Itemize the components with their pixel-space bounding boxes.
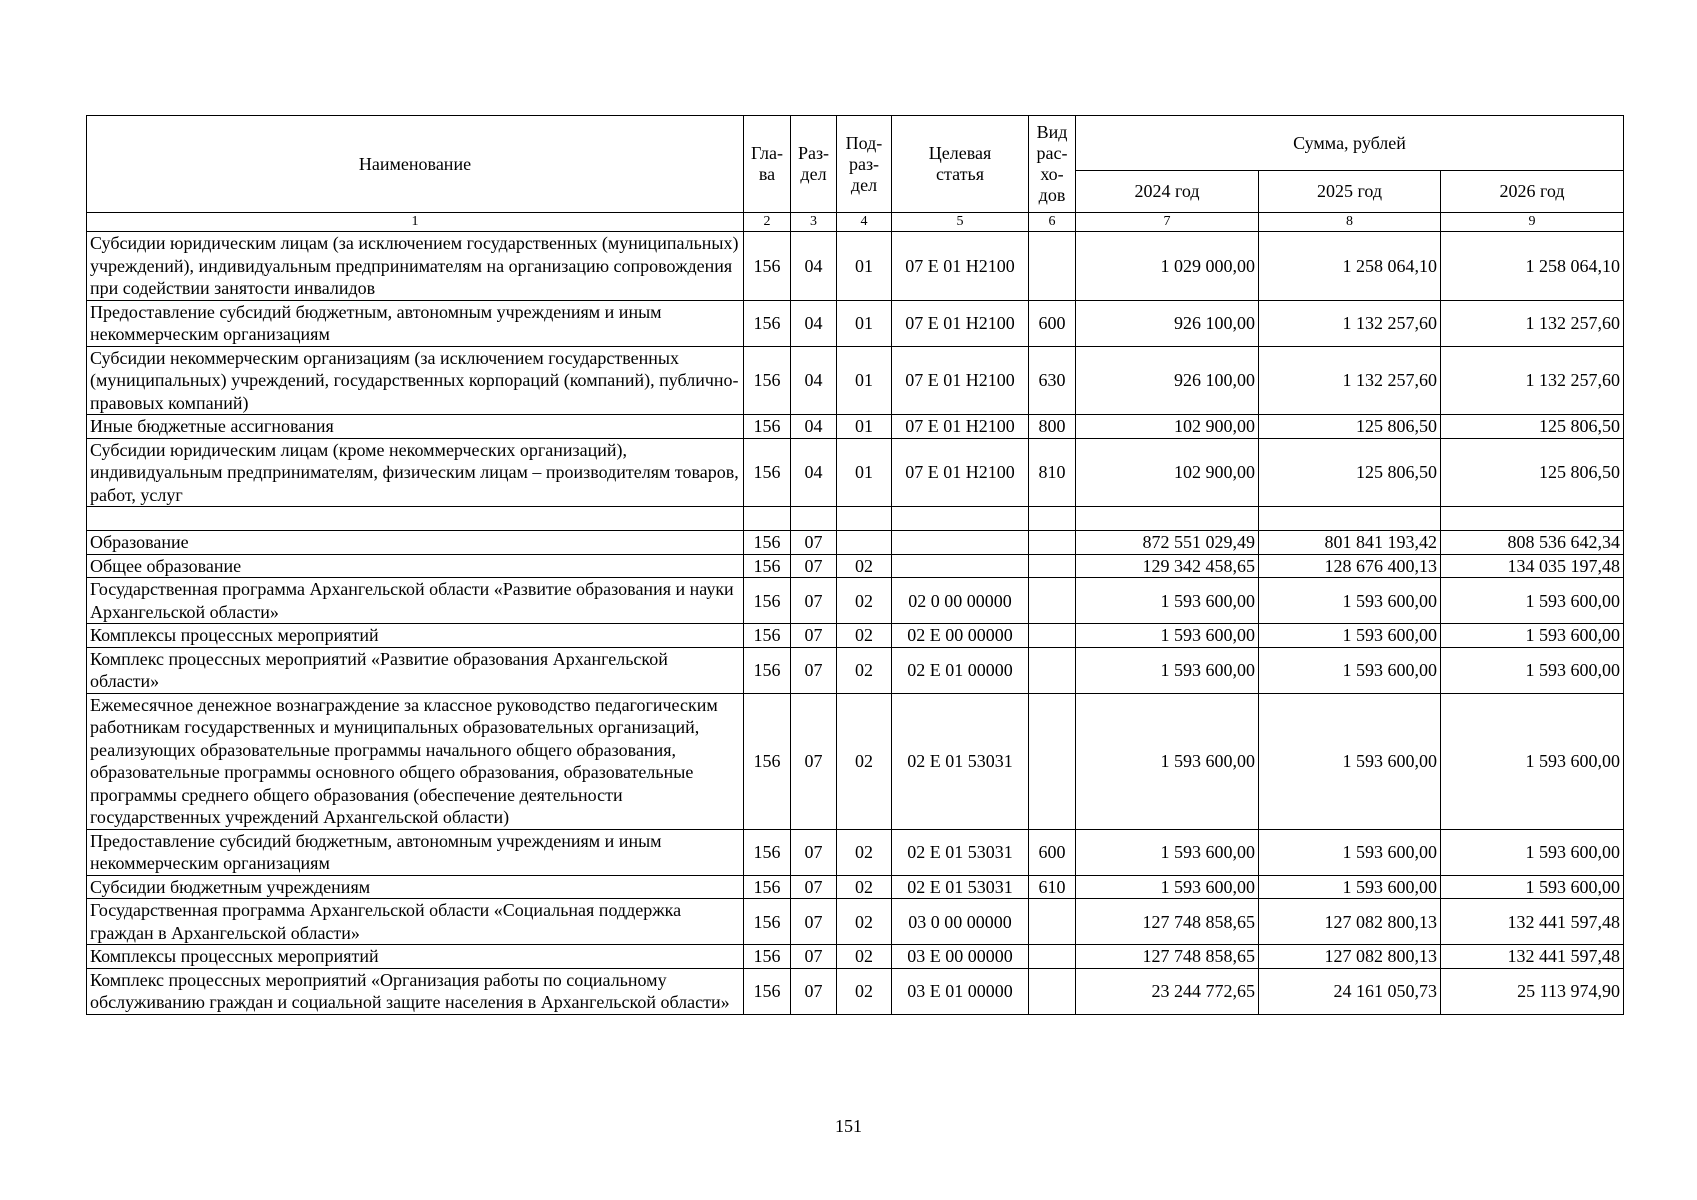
row-name: Субсидии некоммерческим организациям (за исключением государственных (муниципальных) учреждений, государственных корпораций (компаний), публично-правовых компаний) bbox=[87, 346, 744, 415]
row-name: Субсидии юридическим лицам (кроме некоммерческих организаций), индивидуальным предпринимателям, физическим лицам – производителям товаров, работ, услуг bbox=[87, 438, 744, 507]
row-podrazdel: 02 bbox=[837, 875, 892, 899]
col-header-name: Наименование bbox=[87, 116, 744, 213]
row-target-article: 07 Е 01 Н2100 bbox=[892, 300, 1029, 346]
row-target-article: 02 0 00 00000 bbox=[892, 578, 1029, 624]
row-amount-2025: 128 676 400,13 bbox=[1259, 554, 1441, 578]
row-amount-2026: 1 593 600,00 bbox=[1441, 624, 1624, 648]
col-header-2024: 2024 год bbox=[1076, 171, 1259, 213]
row-expense-type bbox=[1029, 531, 1076, 555]
column-number: 8 bbox=[1259, 213, 1441, 232]
row-amount-2024: 127 748 858,65 bbox=[1076, 899, 1259, 945]
column-number-row bbox=[87, 213, 1624, 232]
row-razdel: 07 bbox=[791, 899, 837, 945]
row-amount-2024: 1 593 600,00 bbox=[1076, 624, 1259, 648]
row-name: Субсидии юридическим лицам (за исключением государственных (муниципальных) учреждений), индивидуальным предпринимателям на организацию сопровождения при содействии занятости инвалидов bbox=[87, 232, 744, 301]
col-header-target: Целевая статья bbox=[892, 116, 1029, 213]
row-podrazdel: 02 bbox=[837, 554, 892, 578]
row-expense-type: 810 bbox=[1029, 438, 1076, 507]
row-name bbox=[87, 507, 744, 531]
row-podrazdel: 02 bbox=[837, 829, 892, 875]
row-target-article: 02 Е 00 00000 bbox=[892, 624, 1029, 648]
row-amount-2025: 1 132 257,60 bbox=[1259, 300, 1441, 346]
row-name: Предоставление субсидий бюджетным, автономным учреждениям и иным некоммерческим организациям bbox=[87, 829, 744, 875]
row-amount-2024: 23 244 772,65 bbox=[1076, 968, 1259, 1014]
row-amount-2026: 1 593 600,00 bbox=[1441, 647, 1624, 693]
row-amount-2026 bbox=[1441, 507, 1624, 531]
row-amount-2025: 127 082 800,13 bbox=[1259, 899, 1441, 945]
row-amount-2025: 1 593 600,00 bbox=[1259, 829, 1441, 875]
row-amount-2026: 1 132 257,60 bbox=[1441, 300, 1624, 346]
row-name: Общее образование bbox=[87, 554, 744, 578]
row-razdel: 04 bbox=[791, 438, 837, 507]
row-razdel: 07 bbox=[791, 968, 837, 1014]
col-header-sum: Сумма, рублей bbox=[1076, 116, 1624, 171]
row-glava: 156 bbox=[744, 578, 791, 624]
row-target-article: 07 Е 01 Н2100 bbox=[892, 438, 1029, 507]
row-expense-type: 630 bbox=[1029, 346, 1076, 415]
row-razdel: 07 bbox=[791, 531, 837, 555]
row-glava: 156 bbox=[744, 945, 791, 969]
row-podrazdel bbox=[837, 531, 892, 555]
table-row bbox=[87, 899, 1624, 945]
row-amount-2026: 1 132 257,60 bbox=[1441, 346, 1624, 415]
column-number: 6 bbox=[1029, 213, 1076, 232]
row-name: Комплекс процессных мероприятий «Развитие образования Архангельской области» bbox=[87, 647, 744, 693]
row-expense-type bbox=[1029, 507, 1076, 531]
row-amount-2024: 102 900,00 bbox=[1076, 415, 1259, 439]
table-row bbox=[87, 829, 1624, 875]
row-glava: 156 bbox=[744, 438, 791, 507]
col-header-glava: Гла- ва bbox=[744, 116, 791, 213]
row-amount-2026: 1 593 600,00 bbox=[1441, 829, 1624, 875]
row-glava bbox=[744, 507, 791, 531]
row-amount-2026: 134 035 197,48 bbox=[1441, 554, 1624, 578]
row-target-article: 03 Е 01 00000 bbox=[892, 968, 1029, 1014]
row-name: Образование bbox=[87, 531, 744, 555]
row-amount-2025: 1 132 257,60 bbox=[1259, 346, 1441, 415]
table-row bbox=[87, 968, 1624, 1014]
row-target-article: 07 Е 01 Н2100 bbox=[892, 346, 1029, 415]
row-amount-2024: 1 593 600,00 bbox=[1076, 578, 1259, 624]
column-number: 1 bbox=[87, 213, 744, 232]
row-target-article: 07 Е 01 Н2100 bbox=[892, 415, 1029, 439]
row-expense-type bbox=[1029, 578, 1076, 624]
row-razdel: 07 bbox=[791, 624, 837, 648]
row-amount-2024: 872 551 029,49 bbox=[1076, 531, 1259, 555]
page-number: 151 bbox=[835, 1116, 862, 1136]
row-razdel bbox=[791, 507, 837, 531]
row-target-article: 03 0 00 00000 bbox=[892, 899, 1029, 945]
row-expense-type bbox=[1029, 647, 1076, 693]
row-amount-2026: 125 806,50 bbox=[1441, 415, 1624, 439]
row-target-article bbox=[892, 507, 1029, 531]
row-amount-2025: 24 161 050,73 bbox=[1259, 968, 1441, 1014]
row-glava: 156 bbox=[744, 554, 791, 578]
row-amount-2026: 1 593 600,00 bbox=[1441, 875, 1624, 899]
row-razdel: 04 bbox=[791, 415, 837, 439]
row-amount-2026: 1 593 600,00 bbox=[1441, 693, 1624, 829]
row-amount-2024: 127 748 858,65 bbox=[1076, 945, 1259, 969]
row-glava: 156 bbox=[744, 875, 791, 899]
table-row bbox=[87, 554, 1624, 578]
row-expense-type: 600 bbox=[1029, 300, 1076, 346]
row-podrazdel: 02 bbox=[837, 945, 892, 969]
row-amount-2025: 801 841 193,42 bbox=[1259, 531, 1441, 555]
row-amount-2024 bbox=[1076, 507, 1259, 531]
row-expense-type bbox=[1029, 968, 1076, 1014]
row-amount-2025: 1 258 064,10 bbox=[1259, 232, 1441, 301]
table-row bbox=[87, 438, 1624, 507]
row-amount-2026: 132 441 597,48 bbox=[1441, 945, 1624, 969]
row-expense-type: 610 bbox=[1029, 875, 1076, 899]
row-name: Государственная программа Архангельской области «Развитие образования и науки Архангельской области» bbox=[87, 578, 744, 624]
table-row bbox=[87, 624, 1624, 648]
column-number: 4 bbox=[837, 213, 892, 232]
row-podrazdel: 01 bbox=[837, 346, 892, 415]
col-header-vid: Вид рас- хо- дов bbox=[1029, 116, 1076, 213]
row-razdel: 07 bbox=[791, 829, 837, 875]
row-amount-2024: 129 342 458,65 bbox=[1076, 554, 1259, 578]
row-target-article: 07 Е 01 Н2100 bbox=[892, 232, 1029, 301]
row-name: Комплексы процессных мероприятий bbox=[87, 624, 744, 648]
row-name: Ежемесячное денежное вознаграждение за классное руководство педагогическим работникам государственных и муниципальных образовательных организаций, реализующих образовательные программы начального общего образования, образовательные программы основного общего образования, образовательные программы среднего общего образования (обеспечение деятельности государственных учреждений Архангельской области) bbox=[87, 693, 744, 829]
row-amount-2025: 1 593 600,00 bbox=[1259, 647, 1441, 693]
row-expense-type: 800 bbox=[1029, 415, 1076, 439]
row-expense-type bbox=[1029, 554, 1076, 578]
row-glava: 156 bbox=[744, 829, 791, 875]
row-podrazdel: 02 bbox=[837, 578, 892, 624]
row-razdel: 07 bbox=[791, 647, 837, 693]
row-amount-2025 bbox=[1259, 507, 1441, 531]
row-amount-2026: 1 258 064,10 bbox=[1441, 232, 1624, 301]
column-number: 2 bbox=[744, 213, 791, 232]
table-row bbox=[87, 346, 1624, 415]
table-row bbox=[87, 232, 1624, 301]
table-row bbox=[87, 693, 1624, 829]
row-amount-2024: 1 593 600,00 bbox=[1076, 875, 1259, 899]
row-razdel: 07 bbox=[791, 554, 837, 578]
column-number: 3 bbox=[791, 213, 837, 232]
row-glava: 156 bbox=[744, 346, 791, 415]
row-amount-2026: 132 441 597,48 bbox=[1441, 899, 1624, 945]
col-header-podrazdel: Под- раз- дел bbox=[837, 116, 892, 213]
row-target-article: 02 Е 01 00000 bbox=[892, 647, 1029, 693]
row-target-article: 02 Е 01 53031 bbox=[892, 693, 1029, 829]
table-row bbox=[87, 945, 1624, 969]
row-target-article bbox=[892, 531, 1029, 555]
col-header-2026: 2026 год bbox=[1441, 171, 1624, 213]
row-expense-type bbox=[1029, 693, 1076, 829]
row-glava: 156 bbox=[744, 693, 791, 829]
row-podrazdel: 02 bbox=[837, 693, 892, 829]
row-amount-2025: 1 593 600,00 bbox=[1259, 624, 1441, 648]
row-target-article bbox=[892, 554, 1029, 578]
row-amount-2024: 1 593 600,00 bbox=[1076, 693, 1259, 829]
row-expense-type bbox=[1029, 945, 1076, 969]
row-amount-2026: 25 113 974,90 bbox=[1441, 968, 1624, 1014]
row-expense-type bbox=[1029, 899, 1076, 945]
row-amount-2026: 808 536 642,34 bbox=[1441, 531, 1624, 555]
row-expense-type bbox=[1029, 232, 1076, 301]
row-glava: 156 bbox=[744, 232, 791, 301]
row-podrazdel: 01 bbox=[837, 232, 892, 301]
row-name: Предоставление субсидий бюджетным, автономным учреждениям и иным некоммерческим организациям bbox=[87, 300, 744, 346]
row-razdel: 04 bbox=[791, 300, 837, 346]
row-expense-type: 600 bbox=[1029, 829, 1076, 875]
row-expense-type bbox=[1029, 624, 1076, 648]
row-podrazdel: 02 bbox=[837, 647, 892, 693]
row-razdel: 07 bbox=[791, 693, 837, 829]
column-number: 9 bbox=[1441, 213, 1624, 232]
row-amount-2024: 926 100,00 bbox=[1076, 300, 1259, 346]
column-number: 7 bbox=[1076, 213, 1259, 232]
row-amount-2024: 1 029 000,00 bbox=[1076, 232, 1259, 301]
table-row bbox=[87, 531, 1624, 555]
row-name: Иные бюджетные ассигнования bbox=[87, 415, 744, 439]
table-row bbox=[87, 875, 1624, 899]
table-row bbox=[87, 300, 1624, 346]
row-podrazdel: 01 bbox=[837, 415, 892, 439]
row-target-article: 02 Е 01 53031 bbox=[892, 875, 1029, 899]
table-row bbox=[87, 647, 1624, 693]
row-amount-2025: 127 082 800,13 bbox=[1259, 945, 1441, 969]
row-amount-2025: 125 806,50 bbox=[1259, 415, 1441, 439]
row-amount-2025: 125 806,50 bbox=[1259, 438, 1441, 507]
row-amount-2025: 1 593 600,00 bbox=[1259, 578, 1441, 624]
row-amount-2024: 102 900,00 bbox=[1076, 438, 1259, 507]
row-amount-2026: 125 806,50 bbox=[1441, 438, 1624, 507]
row-razdel: 04 bbox=[791, 346, 837, 415]
table-row bbox=[87, 578, 1624, 624]
row-glava: 156 bbox=[744, 899, 791, 945]
row-amount-2024: 926 100,00 bbox=[1076, 346, 1259, 415]
row-name: Государственная программа Архангельской области «Социальная поддержка граждан в Архангельской области» bbox=[87, 899, 744, 945]
table-body bbox=[87, 213, 1624, 1015]
row-razdel: 07 bbox=[791, 578, 837, 624]
row-podrazdel: 01 bbox=[837, 438, 892, 507]
row-amount-2024: 1 593 600,00 bbox=[1076, 829, 1259, 875]
row-glava: 156 bbox=[744, 968, 791, 1014]
row-name: Комплексы процессных мероприятий bbox=[87, 945, 744, 969]
row-name: Субсидии бюджетным учреждениям bbox=[87, 875, 744, 899]
row-glava: 156 bbox=[744, 300, 791, 346]
row-glava: 156 bbox=[744, 624, 791, 648]
column-number: 5 bbox=[892, 213, 1029, 232]
row-podrazdel bbox=[837, 507, 892, 531]
table-row bbox=[87, 507, 1624, 531]
row-amount-2025: 1 593 600,00 bbox=[1259, 875, 1441, 899]
col-header-2025: 2025 год bbox=[1259, 171, 1441, 213]
row-podrazdel: 02 bbox=[837, 899, 892, 945]
row-amount-2024: 1 593 600,00 bbox=[1076, 647, 1259, 693]
row-target-article: 02 Е 01 53031 bbox=[892, 829, 1029, 875]
row-amount-2025: 1 593 600,00 bbox=[1259, 693, 1441, 829]
budget-table bbox=[86, 115, 1624, 1015]
row-razdel: 07 bbox=[791, 945, 837, 969]
row-glava: 156 bbox=[744, 415, 791, 439]
col-header-razdel: Раз- дел bbox=[791, 116, 837, 213]
row-name: Комплекс процессных мероприятий «Организация работы по социальному обслуживанию граждан и социальной защите населения в Архангельской области» bbox=[87, 968, 744, 1014]
row-podrazdel: 02 bbox=[837, 968, 892, 1014]
row-amount-2026: 1 593 600,00 bbox=[1441, 578, 1624, 624]
row-podrazdel: 01 bbox=[837, 300, 892, 346]
row-razdel: 07 bbox=[791, 875, 837, 899]
row-podrazdel: 02 bbox=[837, 624, 892, 648]
row-glava: 156 bbox=[744, 647, 791, 693]
table-row bbox=[87, 415, 1624, 439]
row-glava: 156 bbox=[744, 531, 791, 555]
row-razdel: 04 bbox=[791, 232, 837, 301]
row-target-article: 03 Е 00 00000 bbox=[892, 945, 1029, 969]
